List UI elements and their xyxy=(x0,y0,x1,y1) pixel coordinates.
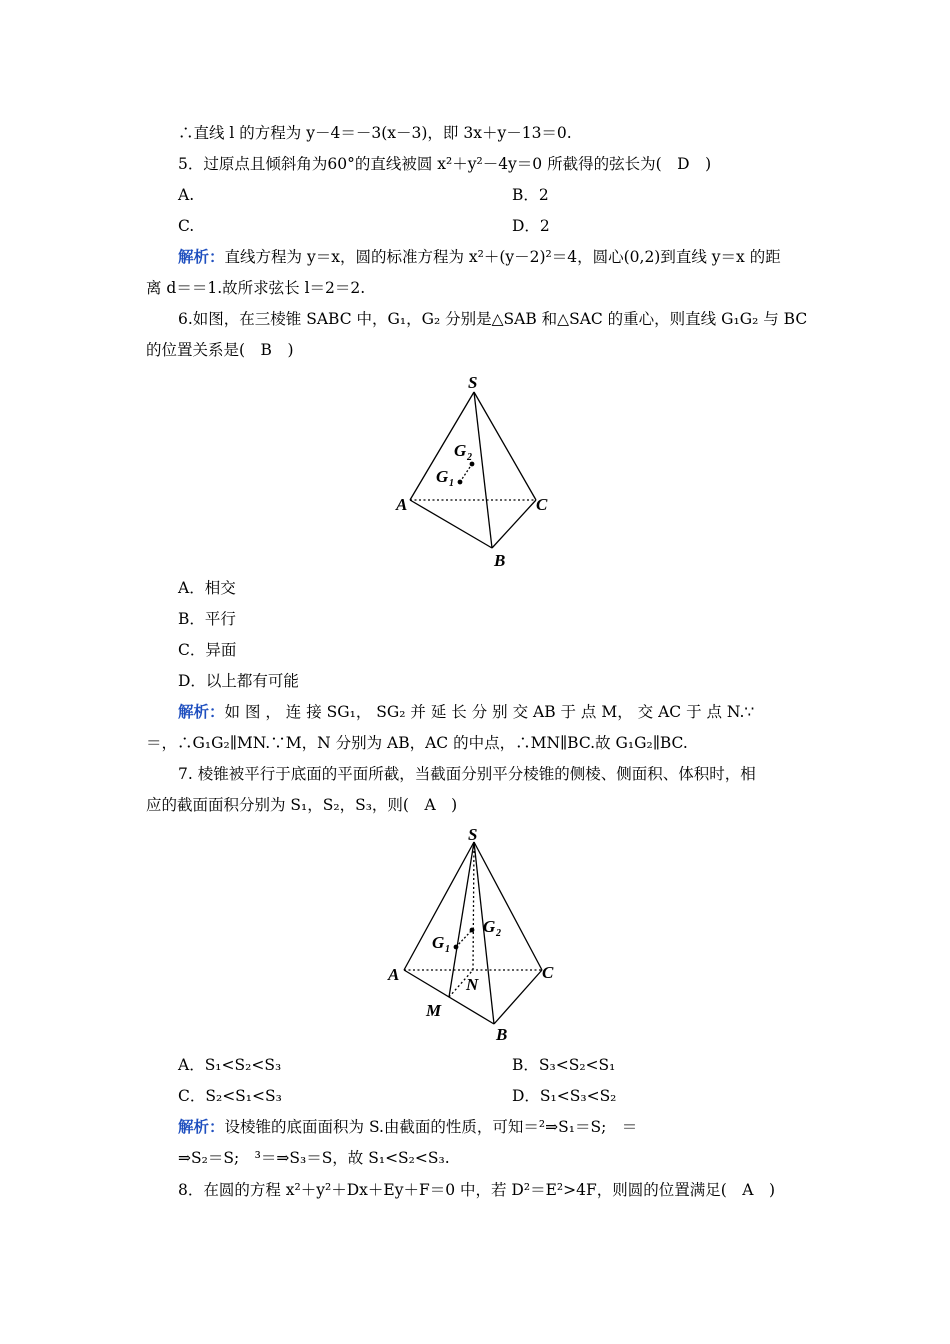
q7-explanation-text: 设棱锥的底面面积为 S.由截面的性质，可知＝²⇒S₁＝S; ＝ xyxy=(224,1118,638,1136)
q5-explanation-line-1 xyxy=(178,247,781,267)
label-g2-sub: 2 xyxy=(467,452,472,463)
label-g2: G xyxy=(483,917,496,936)
q6-option-a: A．相交 xyxy=(178,579,236,597)
q7-option-a: A．S₁<S₂<S₃ xyxy=(178,1056,282,1074)
label-m: M xyxy=(426,1001,442,1020)
label-g1: G xyxy=(436,467,449,486)
jiexi-label: 解析： xyxy=(178,1117,225,1136)
label-b: B xyxy=(496,1025,508,1044)
jiexi-label: 解析： xyxy=(178,247,225,266)
q6-explanation-line-2: ＝，∴G₁G₂∥MN.∵M，N 分别为 AB，AC 的中点，∴MN∥BC.故 G₁G₂∥BC. xyxy=(146,734,688,752)
q5-explanation-text: 直线方程为 y＝x，圆的标准方程为 x²＋(y－2)²＝4，圆心(0,2)到直线 y＝x 的距 xyxy=(224,248,781,266)
q7-explanation-line-2: ⇒S₂＝S; ³＝⇒S₃＝S，故 S₁<S₂<S₃. xyxy=(178,1149,450,1167)
question-7-line-1: 7. 棱锥被平行于底面的平面所截，当截面分别平分棱锥的侧棱、侧面积、体积时，相 xyxy=(178,765,756,783)
label-s: S xyxy=(468,825,478,844)
jiexi-label: 解析： xyxy=(178,702,225,721)
q6-explanation-line-1 xyxy=(178,702,754,722)
q7-option-d: D．S₁<S₃<S₂ xyxy=(512,1087,617,1105)
tetrahedron-figure-2 xyxy=(380,822,570,1044)
label-n: N xyxy=(466,975,479,994)
q7-explanation-line-1 xyxy=(178,1117,637,1137)
label-c: C xyxy=(542,963,554,982)
q6-option-b: B．平行 xyxy=(178,610,236,628)
label-g1-sub: 1 xyxy=(449,478,454,489)
question-6-line-2: 的位置关系是( B ) xyxy=(146,341,294,359)
q5-option-a: A. xyxy=(178,186,195,204)
q6-option-d: D．以上都有可能 xyxy=(178,672,299,690)
question-5: 5．过原点且倾斜角为60°的直线被圆 x²＋y²－4y＝0 所截得的弦长为( D ) xyxy=(178,155,712,173)
label-a: A xyxy=(396,495,408,514)
question-7-line-2: 应的截面面积分别为 S₁，S₂，S₃，则( A ) xyxy=(146,796,458,814)
label-s: S xyxy=(468,373,478,392)
q5-explanation-line-2: 离 d＝＝1.故所求弦长 l＝2＝2. xyxy=(146,279,366,297)
label-g1-sub: 1 xyxy=(445,944,450,955)
text-line-1: ∴直线 l 的方程为 y－4＝－3(x－3)，即 3x＋y－13＝0. xyxy=(178,124,572,142)
q5-option-b: B．2 xyxy=(512,186,549,204)
q6-explanation-text: 如 图 ， 连 接 SG₁， SG₂ 并 延 长 分 别 交 AB 于 点 M， 交 AC 于 点 N.∵ xyxy=(224,703,755,721)
q7-option-b: B．S₃<S₂<S₁ xyxy=(512,1056,616,1074)
q5-option-d: D．2 xyxy=(512,217,550,235)
question-6-line-1: 6.如图，在三棱锥 SABC 中，G₁，G₂ 分别是△SAB 和△SAC 的重心，则直线 G₁G₂ 与 BC xyxy=(178,310,808,328)
label-g2-sub: 2 xyxy=(496,928,501,939)
label-g2: G xyxy=(454,441,467,460)
label-g1: G xyxy=(432,933,445,952)
label-b: B xyxy=(494,551,506,570)
q5-option-c: C. xyxy=(178,217,195,235)
q7-option-c: C．S₂<S₁<S₃ xyxy=(178,1087,282,1105)
label-a: A xyxy=(388,965,400,984)
question-8: 8．在圆的方程 x²＋y²＋Dx＋Ey＋F＝0 中，若 D²＝E²>4F，则圆的位置满足( A ) xyxy=(178,1181,775,1199)
q6-option-c: C．异面 xyxy=(178,641,237,659)
label-c: C xyxy=(536,495,548,514)
tetrahedron-figure-1 xyxy=(390,370,560,570)
